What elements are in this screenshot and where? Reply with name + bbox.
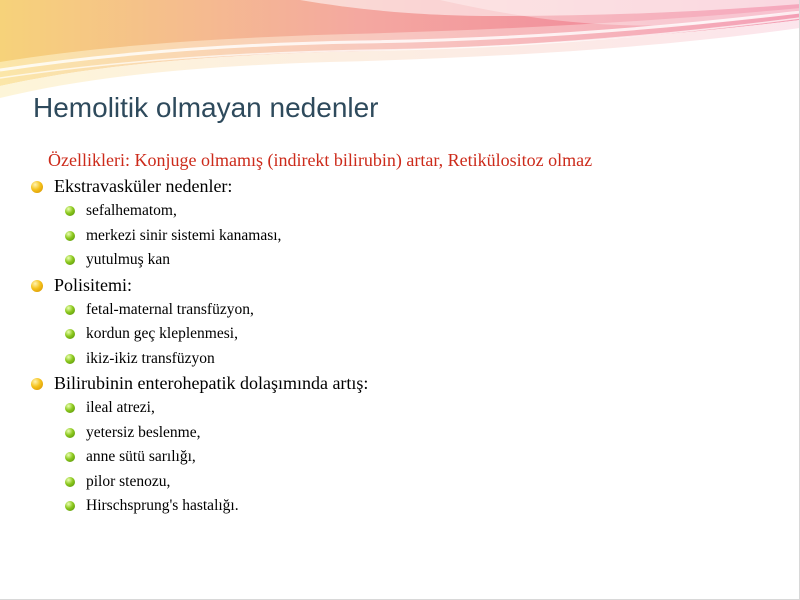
list-item-heading: [30, 273, 770, 298]
list-item-text: yetersiz beslenme,: [86, 423, 201, 441]
list-item-text: yutulmuş kan: [86, 251, 170, 268]
orange-ball-bullet-icon: [31, 181, 43, 193]
section-enterohepatic: [30, 371, 770, 519]
list-item: [30, 445, 770, 470]
list-item-text: sefalhematom,: [86, 202, 177, 219]
section-polycythemia: [30, 273, 770, 372]
list-item: [30, 396, 770, 421]
green-ball-bullet-icon: [65, 403, 75, 413]
list-item-text: fetal-maternal transfüzyon,: [86, 300, 254, 318]
green-ball-bullet-icon: [65, 231, 75, 241]
list-item: [30, 224, 770, 249]
list-item: [30, 298, 770, 323]
subtitle-features: Özellikleri: Konjuge olmamış (indirekt bilirubin) artar, Retikülositoz olmaz: [48, 150, 593, 170]
page-title: Hemolitik olmayan nedenler: [33, 92, 379, 123]
list-item-text: ikiz-ikiz transfüzyon: [86, 349, 215, 367]
section-extravascular: [30, 174, 770, 273]
green-ball-bullet-icon: [65, 354, 75, 364]
list-item-heading: [30, 174, 770, 199]
list-item: [30, 199, 770, 224]
list-item-text: Hirschsprung's hastalığı.: [86, 497, 239, 514]
green-ball-bullet-icon: [65, 428, 75, 438]
bullet-list: [30, 174, 770, 519]
list-item: [30, 494, 770, 519]
section-heading: Polisitemi:: [54, 274, 133, 295]
green-ball-bullet-icon: [65, 501, 75, 511]
green-ball-bullet-icon: [65, 255, 75, 265]
list-item: [30, 248, 770, 273]
green-ball-bullet-icon: [65, 329, 75, 339]
green-ball-bullet-icon: [65, 452, 75, 462]
green-ball-bullet-icon: [65, 477, 75, 487]
orange-ball-bullet-icon: [31, 280, 43, 292]
list-item-heading: [30, 371, 770, 396]
list-item: [30, 421, 770, 446]
section-heading: Ekstravasküler nedenler:: [54, 176, 233, 196]
green-ball-bullet-icon: [65, 305, 75, 315]
section-heading: Bilirubinin enterohepatik dolaşımında artış:: [54, 373, 369, 393]
list-item-text: kordun geç kleplenmesi,: [86, 325, 238, 342]
list-item: [30, 322, 770, 347]
list-item-text: ileal atrezi,: [86, 399, 155, 416]
green-ball-bullet-icon: [65, 206, 75, 216]
list-item-text: merkezi sinir sistemi kanaması,: [86, 226, 282, 244]
list-item-text: anne sütü sarılığı,: [86, 448, 196, 465]
list-item: [30, 347, 770, 372]
list-item-text: pilor stenozu,: [86, 472, 171, 490]
orange-ball-bullet-icon: [31, 378, 43, 390]
list-item: [30, 470, 770, 495]
